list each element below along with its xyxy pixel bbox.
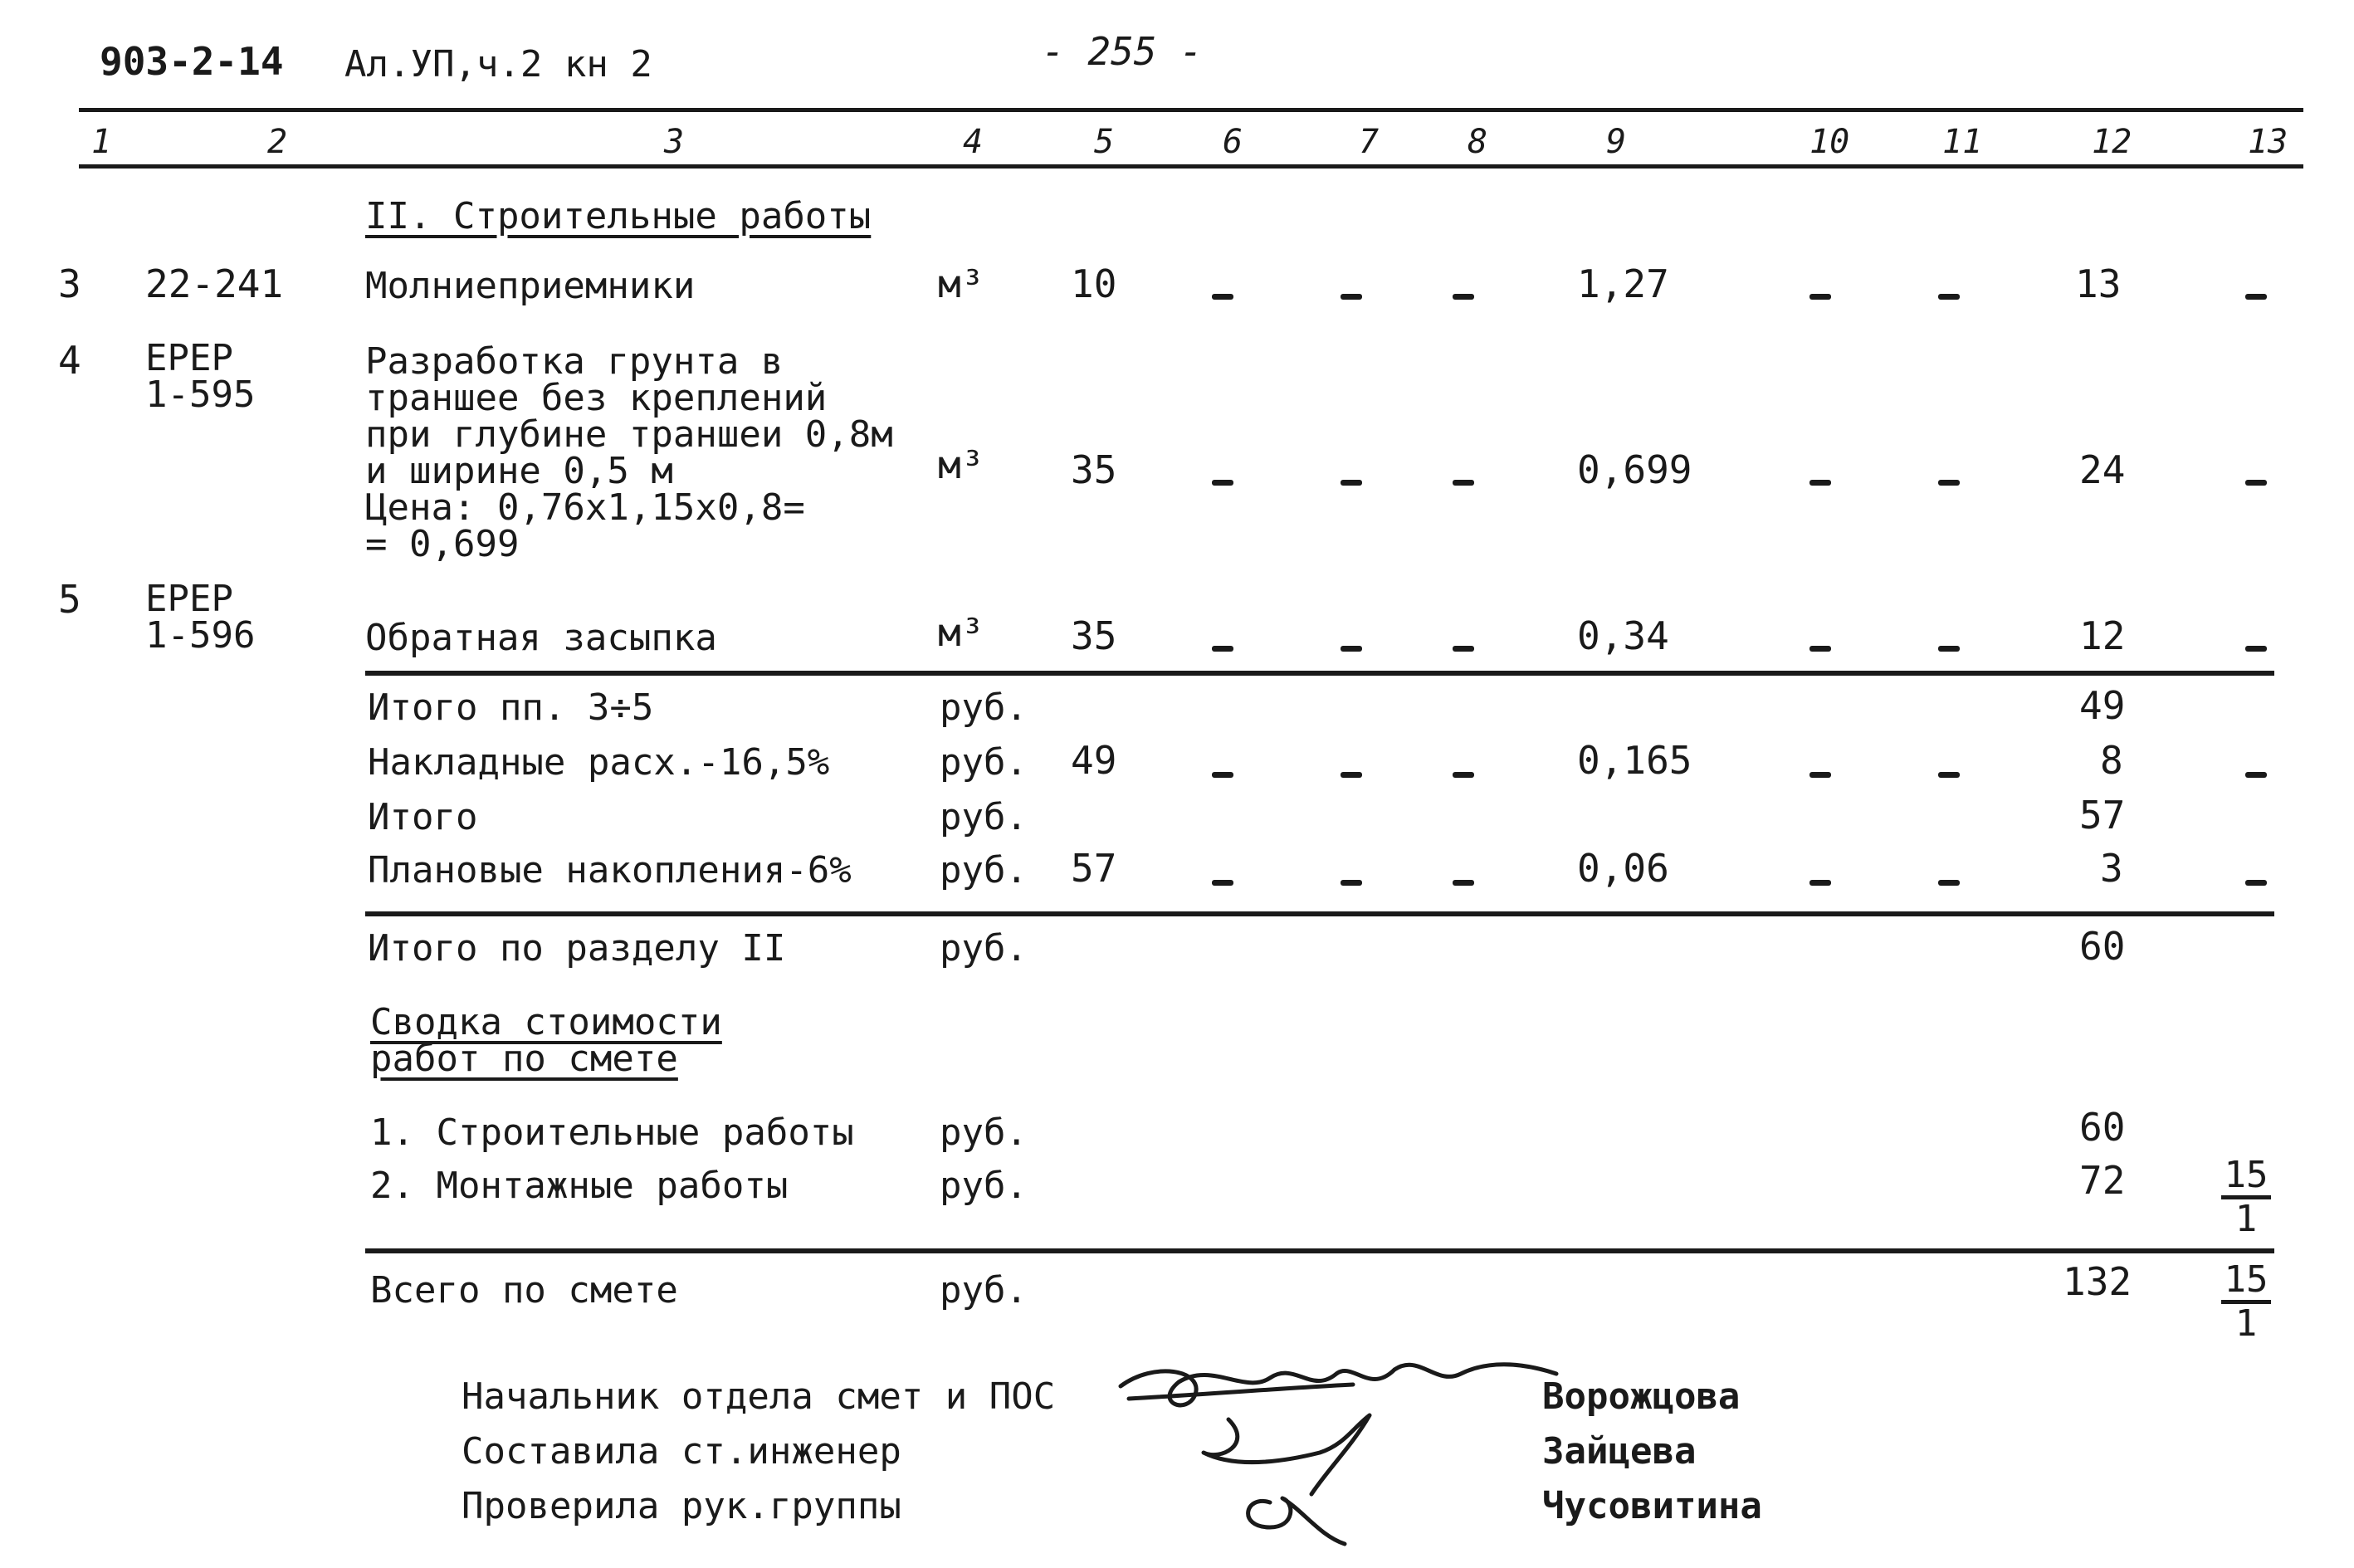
col8-dash — [1453, 873, 1474, 889]
subtotal-unit: руб. — [940, 849, 1028, 891]
col13-dash — [2245, 287, 2267, 303]
page-number: - 255 - — [1042, 29, 1203, 74]
col6-dash — [1212, 873, 1233, 889]
col13-dash — [2245, 639, 2267, 655]
header-rule-bottom — [79, 164, 2303, 169]
work-name-line: траншее без креплений — [365, 377, 828, 419]
signature-stroke — [1204, 1415, 1370, 1494]
subtotal-unit: руб. — [940, 796, 1028, 838]
price-code — [145, 337, 256, 416]
col6-dash — [1212, 765, 1233, 781]
section-total-value: 60 — [2079, 924, 2126, 969]
signature-role: Проверила рук.группы — [462, 1485, 901, 1527]
unit: м³ — [938, 442, 984, 487]
subtotal-total: 57 — [2079, 793, 2126, 838]
section-title-text: II. Строительные работы — [365, 195, 872, 237]
fraction-denominator: 1 — [2234, 1198, 2258, 1240]
subtotal-name: Итого пп. 3÷5 — [368, 686, 654, 729]
col13-dash — [2245, 873, 2267, 889]
col11-dash — [1938, 873, 1960, 889]
grand-total-rule — [365, 1248, 2274, 1253]
fraction-numerator: 15 — [2224, 1154, 2269, 1196]
row-number: 5 — [58, 577, 81, 622]
col-header-7: 7 — [1359, 123, 1380, 161]
subtotal-total: 8 — [2100, 738, 2123, 783]
col11-dash — [1938, 765, 1960, 781]
col11-dash — [1938, 473, 1960, 489]
summary-item-name: 1. Строительные работы — [370, 1111, 854, 1154]
work-name-line: при глубине траншеи 0,8м — [365, 413, 893, 456]
signature-name: Зайцева — [1542, 1430, 1697, 1473]
subtotal-total: 3 — [2100, 846, 2123, 891]
col11-dash — [1938, 287, 1960, 303]
col8-dash — [1453, 639, 1474, 655]
summary-item-unit: руб. — [940, 1165, 1028, 1207]
items-rule — [365, 671, 2274, 676]
grand-total-unit: руб. — [940, 1269, 1028, 1312]
fraction-denominator: 1 — [2234, 1302, 2258, 1345]
summary-title-line: Сводка стоимости — [370, 1001, 722, 1043]
price-code-line: ЕРЕР — [145, 337, 233, 379]
signature-role: Начальник отдела смет и ПОС — [462, 1375, 1056, 1418]
grand-total-fraction — [2221, 1258, 2271, 1345]
row-number: 3 — [58, 261, 81, 306]
quantity: 35 — [1071, 447, 1117, 492]
grand-total-value: 132 — [2063, 1259, 2132, 1304]
subtotals-rule — [365, 911, 2274, 916]
subtotal-name: Итого — [368, 796, 478, 838]
col-header-13: 13 — [2248, 123, 2288, 161]
price-code: 22-241 — [145, 261, 284, 306]
subtotal-quantity: 49 — [1071, 738, 1117, 783]
work-name: Обратная засыпка — [365, 617, 717, 659]
subtotal-total: 49 — [2079, 683, 2126, 728]
col-header-2: 2 — [267, 123, 288, 161]
col10-dash — [1809, 287, 1831, 303]
col7-dash — [1341, 473, 1362, 489]
signature-role: Составила ст.инженер — [462, 1430, 901, 1473]
work-name — [365, 340, 893, 565]
col10-dash — [1809, 473, 1831, 489]
subtotal-name: Накладные расх.-16,5% — [368, 741, 830, 784]
col8-dash — [1453, 287, 1474, 303]
price-code-line: ЕРЕР — [145, 578, 233, 620]
summary-item-name: 2. Монтажные работы — [370, 1165, 789, 1207]
col-header-5: 5 — [1094, 123, 1115, 161]
col-header-1: 1 — [91, 123, 112, 161]
signature-stroke — [1248, 1498, 1345, 1544]
work-name-line: и ширине 0,5 м — [365, 450, 673, 492]
subtotal-price: 0,06 — [1577, 846, 1669, 891]
col13-dash — [2245, 473, 2267, 489]
work-name-line: Разработка грунта в — [365, 340, 784, 383]
subtotal-name: Плановые накопления-6% — [368, 849, 852, 891]
summary-item-unit: руб. — [940, 1111, 1028, 1154]
col7-dash — [1341, 639, 1362, 655]
work-name: Молниеприемники — [365, 265, 696, 307]
subtotal-unit: руб. — [940, 686, 1028, 729]
col-header-6: 6 — [1223, 123, 1243, 161]
col-header-12: 12 — [2092, 123, 2132, 161]
total-cost: 12 — [2079, 613, 2126, 658]
unit-price: 0,34 — [1577, 613, 1669, 658]
grand-total-name: Всего по смете — [370, 1269, 678, 1312]
summary-title-line: работ по смете — [370, 1038, 678, 1080]
col11-dash — [1938, 639, 1960, 655]
fraction-numerator: 15 — [2224, 1258, 2269, 1301]
col8-dash — [1453, 473, 1474, 489]
quantity: 35 — [1071, 613, 1117, 658]
summary-item-total: 60 — [2079, 1105, 2126, 1150]
quantity: 10 — [1071, 261, 1117, 306]
unit-price: 0,699 — [1577, 447, 1692, 492]
unit: м³ — [938, 610, 984, 655]
col6-dash — [1212, 287, 1233, 303]
col-header-8: 8 — [1468, 123, 1488, 161]
signature-name: Чусовитина — [1542, 1485, 1762, 1527]
handwritten-signatures — [1104, 1336, 1569, 1552]
header-rule-top — [79, 108, 2303, 112]
col10-dash — [1809, 639, 1831, 655]
work-name-line: = 0,699 — [365, 523, 520, 565]
price-code-line: 1-595 — [145, 374, 256, 416]
col6-dash — [1212, 473, 1233, 489]
section-title — [365, 195, 872, 237]
signature-name: Ворожцова — [1542, 1375, 1741, 1418]
col6-dash — [1212, 639, 1233, 655]
summary-title — [370, 1001, 722, 1080]
unit-price: 1,27 — [1577, 261, 1669, 306]
col-header-3: 3 — [664, 123, 685, 161]
work-name-line: Цена: 0,76х1,15х0,8= — [365, 486, 805, 529]
col10-dash — [1809, 765, 1831, 781]
section-total-unit: руб. — [940, 927, 1028, 970]
col8-dash — [1453, 765, 1474, 781]
col13-dash — [2245, 765, 2267, 781]
subtotal-price: 0,165 — [1577, 738, 1692, 783]
section-total-name: Итого по разделу II — [368, 927, 786, 970]
price-code-line: 1-596 — [145, 614, 256, 657]
subtotal-quantity: 57 — [1071, 846, 1117, 891]
col-header-9: 9 — [1606, 123, 1627, 161]
document-code: 903-2-14 — [100, 39, 284, 84]
signature-stroke — [1129, 1385, 1353, 1399]
total-cost: 24 — [2079, 447, 2126, 492]
unit: м³ — [938, 261, 984, 306]
col-header-10: 10 — [1809, 123, 1850, 161]
col7-dash — [1341, 765, 1362, 781]
col-header-4: 4 — [963, 123, 984, 161]
album-reference: Ал.УП,ч.2 кн 2 — [344, 43, 652, 85]
subtotal-unit: руб. — [940, 741, 1028, 784]
total-cost: 13 — [2075, 261, 2122, 306]
col7-dash — [1341, 873, 1362, 889]
col-header-11: 11 — [1942, 123, 1983, 161]
col7-dash — [1341, 287, 1362, 303]
col10-dash — [1809, 873, 1831, 889]
row-number: 4 — [58, 338, 81, 383]
price-code — [145, 578, 256, 657]
summary-item-fraction — [2221, 1154, 2271, 1240]
summary-item-total: 72 — [2079, 1158, 2126, 1203]
